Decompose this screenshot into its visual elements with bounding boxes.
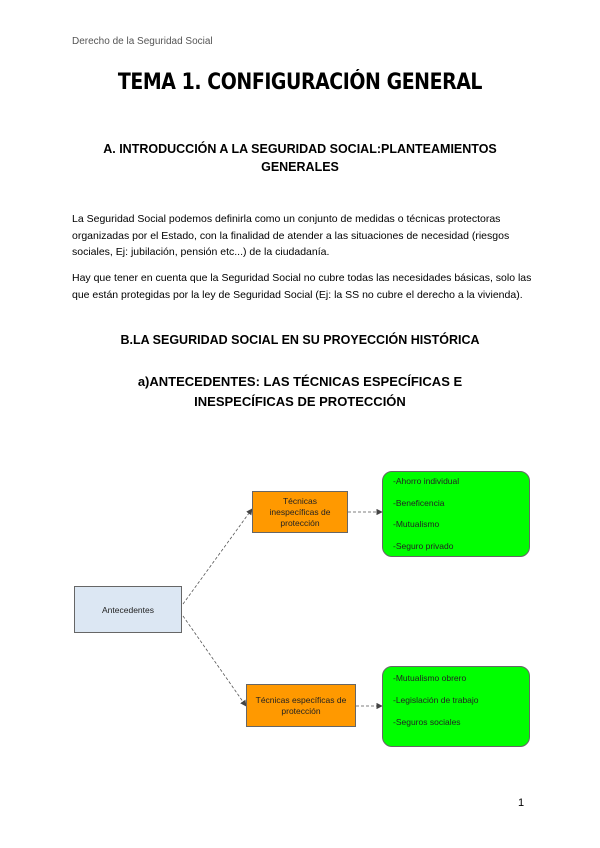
- subsection-heading-line1: a)ANTECEDENTES: LAS TÉCNICAS ESPECÍFICAS E: [137, 374, 463, 389]
- connector-root-to-inespecificas: [183, 509, 252, 604]
- subsection-heading-line2: INESPECÍFICAS DE PROTECCIÓN: [194, 394, 406, 409]
- diagram-branch-especificas: Técnicas específicas de protección: [246, 684, 356, 727]
- list-item: -Beneficencia: [393, 497, 445, 508]
- paragraph-coverage: Hay que tener en cuenta que la Seguridad Social no cubre todas las necesidades básicas, solo las que están protegidas por la ley de Seguridad Social (Ej: la SS no cubre el derecho a la vivienda).: [72, 272, 532, 301]
- list-item: -Mutualismo: [393, 519, 440, 529]
- connector-root-to-especificas: [183, 616, 246, 706]
- list-item: -Mutualismo obrero: [393, 673, 467, 683]
- list-item: -Seguro privado: [393, 540, 454, 551]
- section-a-heading-line1: A. INTRODUCCIÓN A LA SEGURIDAD SOCIAL:PLANTEAMIENTOS: [103, 142, 497, 156]
- diagram-branch-inespecificas: Técnicas inespecíficas de protección: [252, 491, 348, 533]
- diagram-root-antecedentes: Antecedentes: [74, 586, 182, 633]
- diagram-list-inespecificas: [382, 471, 530, 557]
- list-item: -Legislación de trabajo: [393, 695, 479, 705]
- page-number: 1: [518, 797, 525, 809]
- paragraph-definition: La Seguridad Social podemos definirla como un conjunto de medidas o técnicas protectoras organizadas por el Estado, con la finalidad de atender a las situaciones de necesidad (riesgos sociales, Ej: jubilación, pensión etc...) de la ciudadanía.: [72, 213, 510, 258]
- diagram-list-especificas: [382, 666, 530, 747]
- section-a-heading-line2: GENERALES: [261, 160, 339, 174]
- running-header: Derecho de la Seguridad Social: [72, 36, 213, 47]
- list-item: -Seguros sociales: [393, 717, 461, 727]
- list-item: -Ahorro individual: [393, 476, 460, 486]
- section-b-heading: B.LA SEGURIDAD SOCIAL EN SU PROYECCIÓN HISTÓRICA: [120, 333, 480, 347]
- page-title: TEMA 1. CONFIGURACIÓN GENERAL: [117, 70, 483, 95]
